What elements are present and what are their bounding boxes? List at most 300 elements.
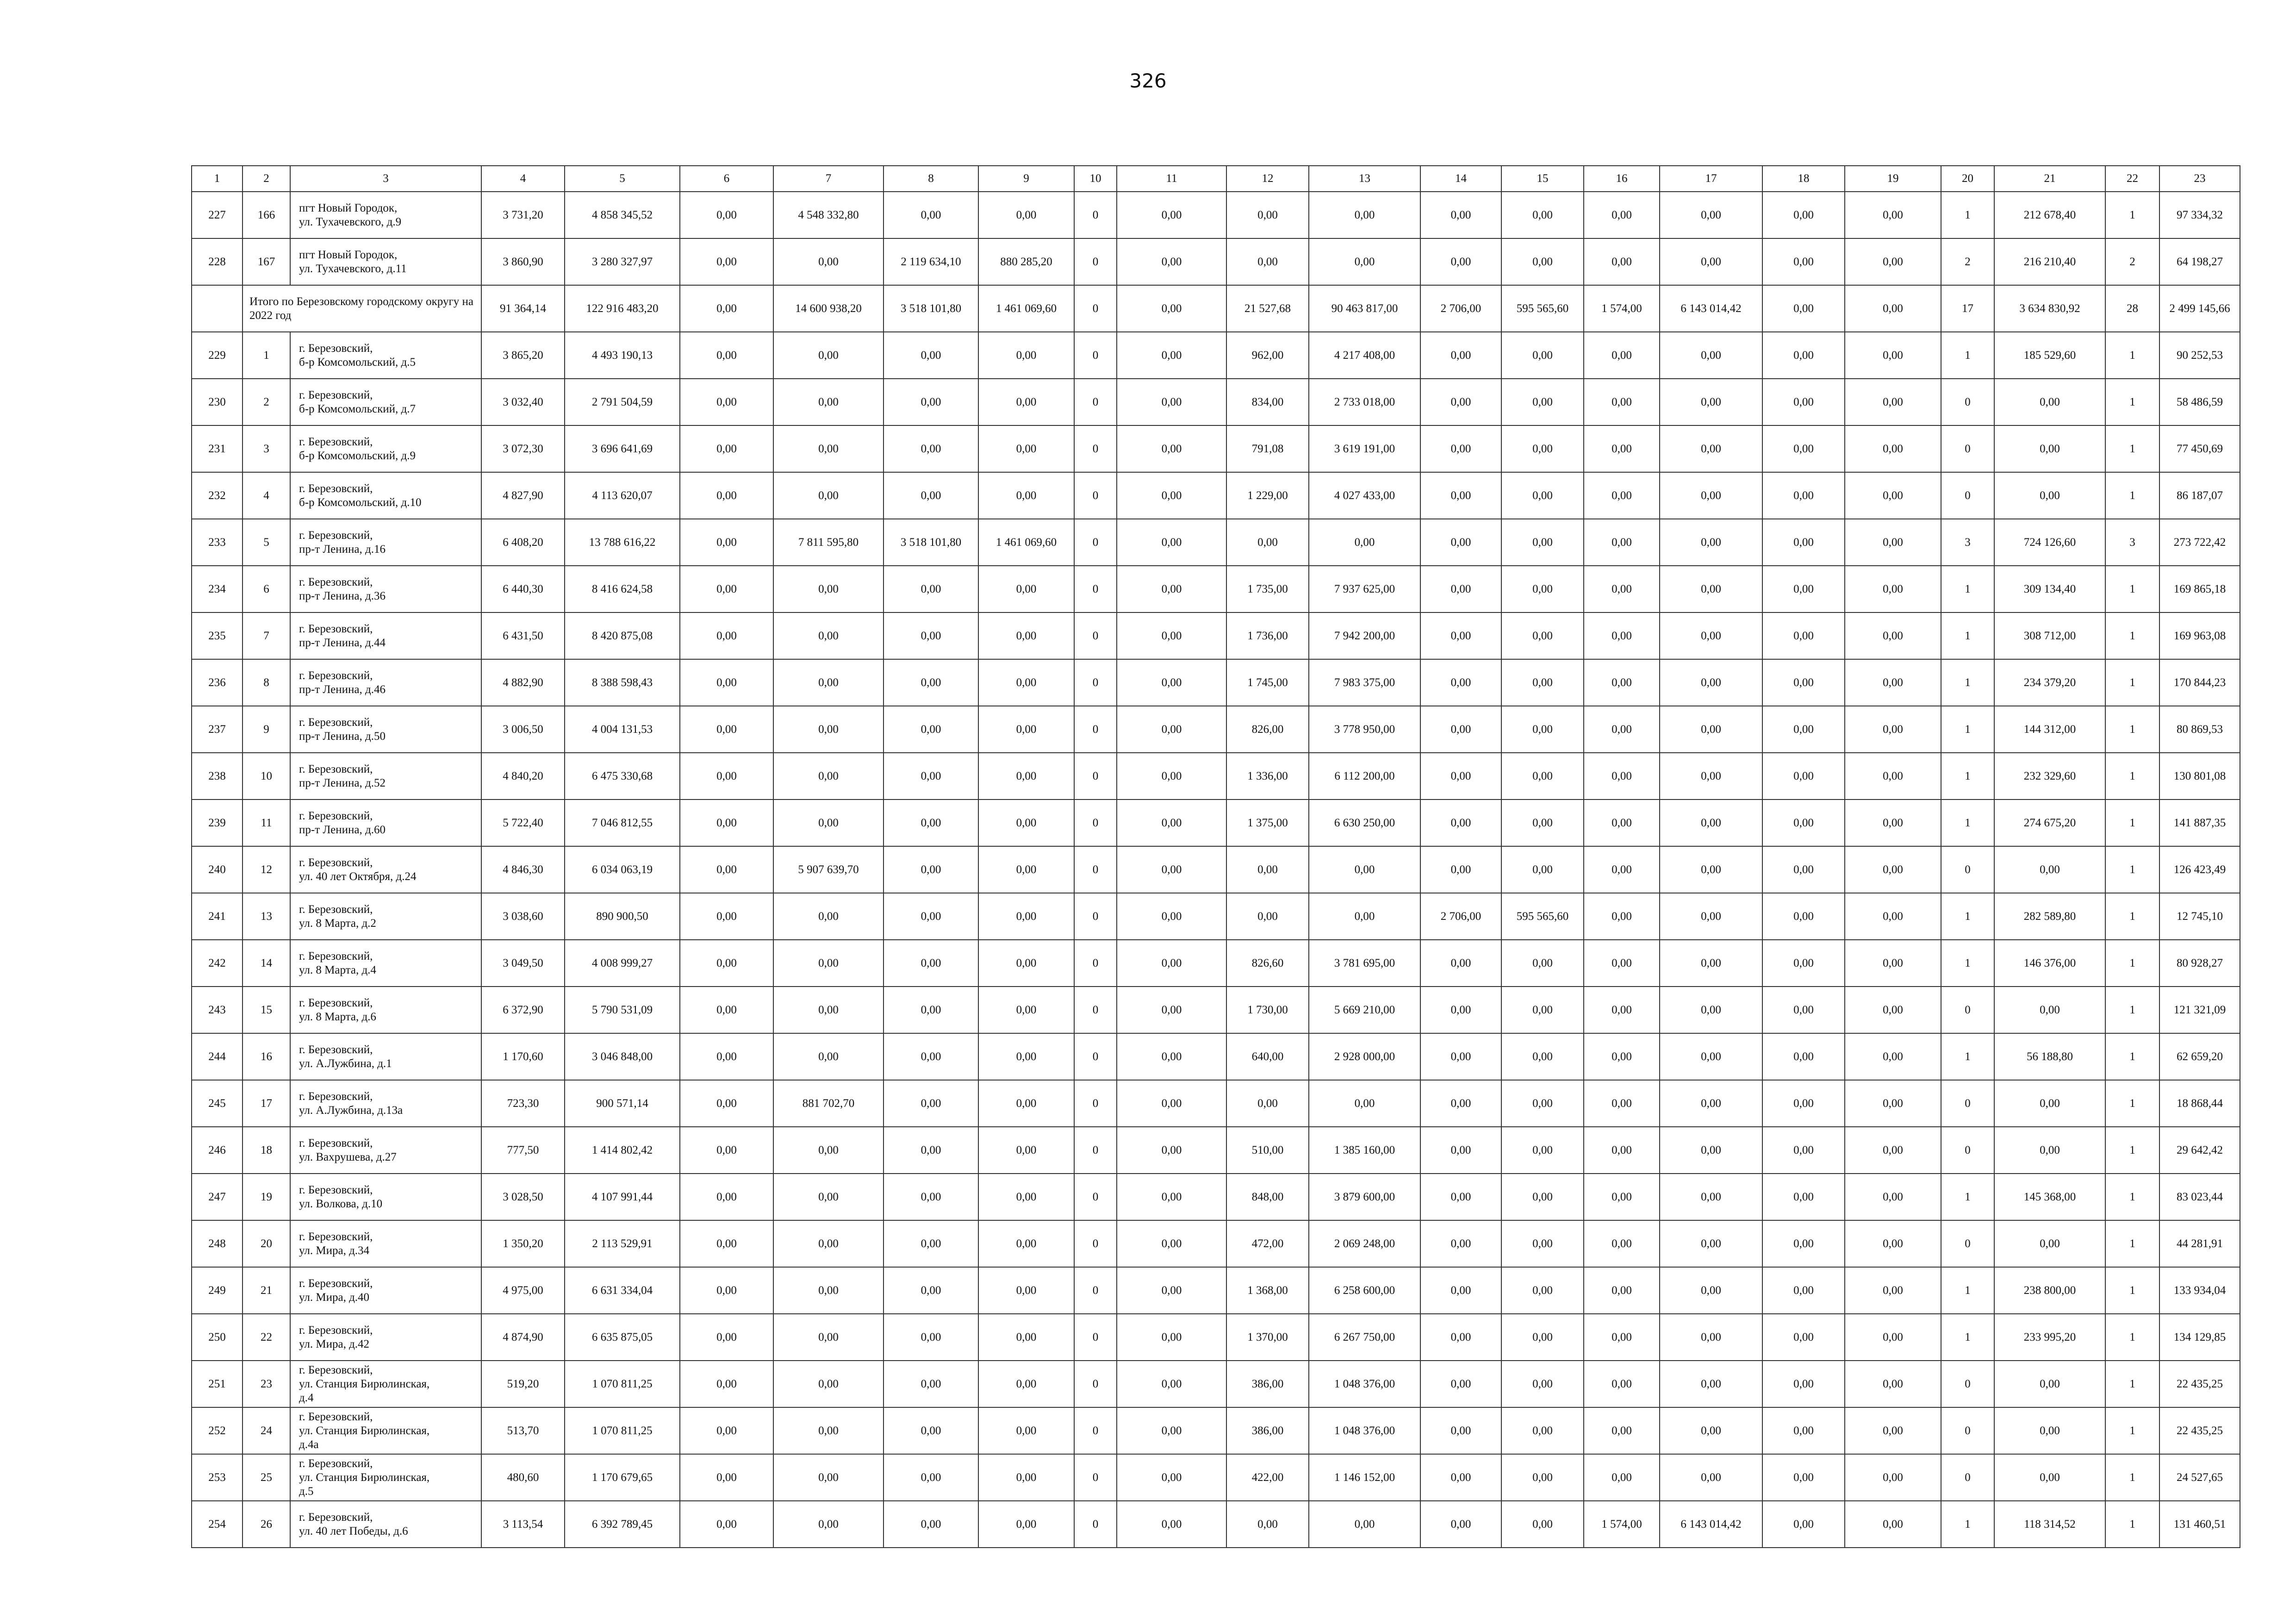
table-cell: 12 [243,846,290,893]
table-cell: 0 [1074,1361,1117,1407]
table-cell: 0,00 [1762,1501,1845,1548]
table-cell: 0,00 [773,1454,884,1501]
table-cell: 0,00 [978,1220,1074,1267]
table-cell: 6 112 200,00 [1309,753,1420,800]
table-cell: 5 790 531,09 [565,987,680,1033]
address-cell: г. Березовский, ул. 8 Марта, д.2 [290,893,481,940]
table-cell: 1 [2105,332,2159,379]
table-row [192,1267,2240,1314]
table-cell: 1 [2105,893,2159,940]
table-cell: 233 [192,519,243,566]
table-cell: 0,00 [680,753,773,800]
table-cell: 0,00 [978,893,1074,940]
table-cell: 0,00 [1584,1407,1660,1454]
table-cell: 0,00 [1762,1407,1845,1454]
column-header: 5 [565,166,680,192]
column-header: 7 [773,166,884,192]
table-cell: 22 [243,1314,290,1361]
table-cell: 0,00 [1660,566,1762,612]
table-cell: 0,00 [1660,1127,1762,1174]
table-row [192,612,2240,659]
table-cell: 0,00 [1845,425,1941,472]
table-cell: 0,00 [1994,1220,2105,1267]
table-cell: 0,00 [978,1127,1074,1174]
table-cell: 3 518 101,80 [884,519,978,566]
table-cell: 1 [1941,753,1994,800]
table-cell: 0,00 [773,238,884,285]
address-cell: пгт Новый Городок, ул. Тухачевского, д.11 [290,238,481,285]
address-cell: г. Березовский, ул. 40 лет Победы, д.6 [290,1501,481,1548]
table-cell: 241 [192,893,243,940]
table-cell: 1 385 160,00 [1309,1127,1420,1174]
table-cell: 826,60 [1226,940,1309,987]
table-cell: 0,00 [1420,846,1501,893]
table-cell: 0,00 [1845,800,1941,846]
table-cell: 0,00 [1845,1501,1941,1548]
table-cell: 0,00 [1420,800,1501,846]
table-cell: 0,00 [1420,1220,1501,1267]
table-cell: 0,00 [1994,1080,2105,1127]
table-cell: 2 [2105,238,2159,285]
table-cell: 0,00 [1117,285,1226,332]
column-header: 14 [1420,166,1501,192]
table-cell: 1 048 376,00 [1309,1361,1420,1407]
table-cell: 6 267 750,00 [1309,1314,1420,1361]
table-cell: 0,00 [1117,987,1226,1033]
table-cell: 0,00 [884,706,978,753]
table-cell: 0,00 [1762,659,1845,706]
table-cell: 0,00 [1501,1407,1584,1454]
table-cell: 0,00 [1117,1454,1226,1501]
table-cell: 0,00 [1845,519,1941,566]
table-cell: 1 [2105,1501,2159,1548]
table-cell: 0,00 [1660,846,1762,893]
table-cell: 2 706,00 [1420,285,1501,332]
table-cell: 0 [1941,379,1994,425]
table-cell: 0,00 [1660,612,1762,659]
address-cell: г. Березовский, ул. А.Лужбина, д.13а [290,1080,481,1127]
table-cell: 3 038,60 [481,893,565,940]
table-cell: 1 070 811,25 [565,1361,680,1407]
table-cell: 0,00 [884,1127,978,1174]
table-cell: 0,00 [1584,1267,1660,1314]
table-cell: 6 475 330,68 [565,753,680,800]
table-cell: 0,00 [773,1127,884,1174]
table-cell: 0,00 [1660,987,1762,1033]
table-cell: 510,00 [1226,1127,1309,1174]
table-cell: 0,00 [1994,1361,2105,1407]
address-cell: г. Березовский, пр-т Ленина, д.16 [290,519,481,566]
table-cell: 0,00 [1420,238,1501,285]
table-cell: 0,00 [1660,1033,1762,1080]
table-cell: 0,00 [1226,192,1309,238]
table-cell: 0,00 [773,612,884,659]
table-cell: 0,00 [1845,566,1941,612]
table-cell: 0,00 [1845,893,1941,940]
page-number: 326 [1129,69,1167,92]
table-cell: 236 [192,659,243,706]
column-header: 21 [1994,166,2105,192]
total-label: Итого по Березовскому городскому округу на 2022 год [243,285,481,332]
table-cell: 0,00 [884,1361,978,1407]
table-cell: 0,00 [1660,800,1762,846]
table-cell: 0,00 [1584,472,1660,519]
table-cell: 0,00 [1994,987,2105,1033]
table-cell: 0,00 [1584,425,1660,472]
table-cell: 0,00 [1584,893,1660,940]
table-cell: 0,00 [1226,238,1309,285]
table-cell: 0,00 [1501,1361,1584,1407]
table-cell: 14 600 938,20 [773,285,884,332]
table-cell: 0,00 [884,1407,978,1454]
table-cell: 0,00 [978,940,1074,987]
table-cell: 0,00 [1501,940,1584,987]
table-cell: 251 [192,1361,243,1407]
table-cell: 0,00 [1420,1033,1501,1080]
table-cell: 0,00 [1501,472,1584,519]
table-cell: 90 463 817,00 [1309,285,1420,332]
table-cell: 0,00 [1762,893,1845,940]
table-cell: 1 [2105,566,2159,612]
table-cell: 26 [243,1501,290,1548]
table-cell: 0,00 [884,566,978,612]
table-cell: 0,00 [1117,1220,1226,1267]
table-cell: 0,00 [1762,285,1845,332]
table-cell: 0,00 [1420,1454,1501,1501]
table-cell: 0 [1074,1407,1117,1454]
table-cell: 0,00 [1845,1454,1941,1501]
table-cell: 4 107 991,44 [565,1174,680,1220]
table-cell: 6 143 014,42 [1660,1501,1762,1548]
table-cell: 0,00 [1660,192,1762,238]
table-cell: 0,00 [1845,192,1941,238]
table-cell: 0,00 [884,425,978,472]
table-cell: 4 874,90 [481,1314,565,1361]
table-cell: 0,00 [1762,332,1845,379]
table-cell: 228 [192,238,243,285]
table-cell: 1 170,60 [481,1033,565,1080]
table-cell: 237 [192,706,243,753]
table-cell: 0,00 [773,1267,884,1314]
table-cell: 0,00 [1584,987,1660,1033]
table-cell: 0 [1074,987,1117,1033]
table-cell: 6 034 063,19 [565,846,680,893]
table-cell: 0 [1074,1314,1117,1361]
table-cell: 24 [243,1407,290,1454]
table-cell: 0,00 [1420,612,1501,659]
table-cell: 1 414 802,42 [565,1127,680,1174]
table-cell: 0,00 [773,1174,884,1220]
table-cell: 0,00 [680,1407,773,1454]
table-cell: 4 008 999,27 [565,940,680,987]
table-cell: 1 [1941,893,1994,940]
column-header: 18 [1762,166,1845,192]
table-cell: 145 368,00 [1994,1174,2105,1220]
table-cell: 0,00 [978,192,1074,238]
table-row [192,1454,2240,1501]
table-cell: 0,00 [1584,238,1660,285]
table-cell: 0,00 [773,425,884,472]
table-cell: 1 [1941,659,1994,706]
table-cell: 791,08 [1226,425,1309,472]
table-cell: 0 [1074,1220,1117,1267]
table-cell: 0,00 [978,706,1074,753]
table-cell: 3 518 101,80 [884,285,978,332]
table-cell: 1 [2105,1407,2159,1454]
table-cell: 0,00 [1420,753,1501,800]
table-cell: 0,00 [1309,1501,1420,1548]
table-cell: 472,00 [1226,1220,1309,1267]
table-cell: 5 722,40 [481,800,565,846]
table-cell: 2 706,00 [1420,893,1501,940]
table-cell: 0 [1074,893,1117,940]
table-cell: 0,00 [1660,1454,1762,1501]
table-row [192,753,2240,800]
total-row [192,285,2240,332]
table-cell: 14 [243,940,290,987]
empty-cell [192,285,243,332]
table-cell: 0,00 [1584,1314,1660,1361]
table-cell: 0,00 [1117,706,1226,753]
table-cell: 0,00 [1501,706,1584,753]
table-cell: 0,00 [978,659,1074,706]
table-cell: 3 778 950,00 [1309,706,1420,753]
table-cell: 1 375,00 [1226,800,1309,846]
table-row [192,987,2240,1033]
table-cell: 0,00 [773,659,884,706]
table-cell: 3 049,50 [481,940,565,987]
table-cell: 0,00 [1309,1080,1420,1127]
address-cell: г. Березовский, ул. 40 лет Октября, д.24 [290,846,481,893]
table-cell: 0,00 [680,940,773,987]
table-cell: 0 [1074,472,1117,519]
table-cell: 1 [2105,612,2159,659]
table-cell: 0,00 [1420,1407,1501,1454]
address-cell: г. Березовский, пр-т Ленина, д.52 [290,753,481,800]
table-cell: 7 [243,612,290,659]
table-cell: 4 827,90 [481,472,565,519]
table-cell: 0,00 [1117,472,1226,519]
table-cell: 6 143 014,42 [1660,285,1762,332]
table-cell: 0,00 [773,1407,884,1454]
table-cell: 0 [1074,192,1117,238]
table-cell: 0,00 [1845,1267,1941,1314]
table-cell: 234 [192,566,243,612]
table-cell: 232 329,60 [1994,753,2105,800]
table-cell: 0,00 [680,1080,773,1127]
table-row [192,238,2240,285]
table-cell: 0,00 [1762,472,1845,519]
table-cell: 3 [1941,519,1994,566]
table-row [192,519,2240,566]
table-cell: 0,00 [1117,1174,1226,1220]
table-cell: 0,00 [1420,379,1501,425]
header-row [192,166,2240,192]
table-cell: 235 [192,612,243,659]
table-cell: 13 [243,893,290,940]
address-cell: г. Березовский, б-р Комсомольский, д.9 [290,425,481,472]
table-cell: 0,00 [1762,1361,1845,1407]
table-cell: 0,00 [1117,1501,1226,1548]
table-cell: 239 [192,800,243,846]
table-cell: 0,00 [1420,566,1501,612]
table-cell: 0,00 [1501,519,1584,566]
table-cell: 0,00 [1584,659,1660,706]
table-cell: 0,00 [773,1033,884,1080]
address-cell: г. Березовский, ул. 8 Марта, д.6 [290,987,481,1033]
table-cell: 1 [1941,1174,1994,1220]
table-cell: 848,00 [1226,1174,1309,1220]
table-cell: 3 113,54 [481,1501,565,1548]
table-cell: 130 801,08 [2159,753,2240,800]
table-cell: 0,00 [1762,612,1845,659]
table-cell: 0,00 [1584,612,1660,659]
table-cell: 0,00 [1584,753,1660,800]
address-cell: г. Березовский, ул. Вахрушева, д.27 [290,1127,481,1174]
table-cell: 0,00 [1660,893,1762,940]
table-cell: 0,00 [1501,800,1584,846]
table-cell: 274 675,20 [1994,800,2105,846]
table-cell: 0 [1074,425,1117,472]
table-cell: 0,00 [680,612,773,659]
table-cell: 0,00 [1584,332,1660,379]
table-cell: 1 [1941,800,1994,846]
table-cell: 0,00 [884,800,978,846]
table-cell: 1 [2105,1174,2159,1220]
table-cell: 0,00 [884,893,978,940]
table-cell: 0,00 [1117,332,1226,379]
table-cell: 890 900,50 [565,893,680,940]
table-cell: 0,00 [1309,238,1420,285]
column-header: 11 [1117,166,1226,192]
table-cell: 0,00 [1420,1080,1501,1127]
table-cell: 0,00 [1584,379,1660,425]
table-cell: 28 [2105,285,2159,332]
table-cell: 0,00 [1420,1361,1501,1407]
table-cell: 3 865,20 [481,332,565,379]
table-row [192,706,2240,753]
table-cell: 13 788 616,22 [565,519,680,566]
table-cell: 0,00 [1762,1314,1845,1361]
table-cell: 8 388 598,43 [565,659,680,706]
table-cell: 0,00 [1117,893,1226,940]
table-cell: 1 048 376,00 [1309,1407,1420,1454]
table-cell: 0,00 [1584,1220,1660,1267]
table-cell: 18 868,44 [2159,1080,2240,1127]
table-cell: 0,00 [1309,519,1420,566]
table-cell: 167 [243,238,290,285]
table-cell: 0,00 [884,1033,978,1080]
table-cell: 229 [192,332,243,379]
table-cell: 0,00 [1117,379,1226,425]
table-cell: 1 [2105,940,2159,987]
table-cell: 4 027 433,00 [1309,472,1420,519]
table-cell: 1 736,00 [1226,612,1309,659]
table-cell: 227 [192,192,243,238]
table-row [192,566,2240,612]
table-cell: 240 [192,846,243,893]
table-cell: 230 [192,379,243,425]
table-cell: 90 252,53 [2159,332,2240,379]
table-cell: 0 [1074,800,1117,846]
table-cell: 212 678,40 [1994,192,2105,238]
table-cell: 0,00 [1420,192,1501,238]
table-cell: 29 642,42 [2159,1127,2240,1174]
table-cell: 0 [1941,1127,1994,1174]
table-row [192,940,2240,987]
table-cell: 8 420 875,08 [565,612,680,659]
table-cell: 0,00 [1762,1080,1845,1127]
address-cell: г. Березовский, ул. Волкова, д.10 [290,1174,481,1220]
table-cell: 0,00 [1501,1267,1584,1314]
table-cell: 0,00 [884,192,978,238]
table-cell: 1 [1941,1501,1994,1548]
table-cell: 0,00 [1226,519,1309,566]
table-cell: 3 046 848,00 [565,1033,680,1080]
table-cell: 0,00 [1845,1220,1941,1267]
table-cell: 0,00 [978,1314,1074,1361]
table-cell: 15 [243,987,290,1033]
table-cell: 0,00 [1117,1407,1226,1454]
table-cell: 0,00 [978,1361,1074,1407]
table-cell: 1 [243,332,290,379]
table-cell: 12 745,10 [2159,893,2240,940]
table-cell: 0,00 [680,1127,773,1174]
table-cell: 0,00 [1584,1033,1660,1080]
table-cell: 0,00 [884,1267,978,1314]
table-cell: 0,00 [773,893,884,940]
table-cell: 0,00 [1226,1080,1309,1127]
table-cell: 0,00 [1501,1314,1584,1361]
table-cell: 0,00 [978,1407,1074,1454]
table-cell: 0,00 [1660,332,1762,379]
table-cell: 0 [1941,1407,1994,1454]
table-cell: 0,00 [1762,379,1845,425]
table-cell: 4 846,30 [481,846,565,893]
table-cell: 233 995,20 [1994,1314,2105,1361]
table-cell: 0,00 [884,472,978,519]
table-cell: 1 [1941,192,1994,238]
table-cell: 0,00 [1762,519,1845,566]
table-cell: 0,00 [1660,425,1762,472]
table-cell: 0 [1074,332,1117,379]
column-header: 13 [1309,166,1420,192]
table-cell: 0,00 [884,659,978,706]
table-cell: 0,00 [680,519,773,566]
table-cell: 1 170 679,65 [565,1454,680,1501]
table-cell: 8 [243,659,290,706]
table-row [192,1220,2240,1267]
table-cell: 3 [243,425,290,472]
table-cell: 0,00 [680,846,773,893]
table-cell: 0 [1941,472,1994,519]
table-cell: 0,00 [773,472,884,519]
address-cell: г. Березовский, ул. Мира, д.40 [290,1267,481,1314]
table-row [192,1361,2240,1407]
table-cell: 1 [2105,1220,2159,1267]
table-cell: 232 [192,472,243,519]
table-cell: 0,00 [680,1314,773,1361]
table-cell: 0,00 [1845,940,1941,987]
table-cell: 0,00 [680,659,773,706]
column-header: 20 [1941,166,1994,192]
table-cell: 386,00 [1226,1361,1309,1407]
table-cell: 0,00 [1420,940,1501,987]
table-cell: 519,20 [481,1361,565,1407]
table-cell: 11 [243,800,290,846]
table-cell: 19 [243,1174,290,1220]
table-cell: 0,00 [680,472,773,519]
